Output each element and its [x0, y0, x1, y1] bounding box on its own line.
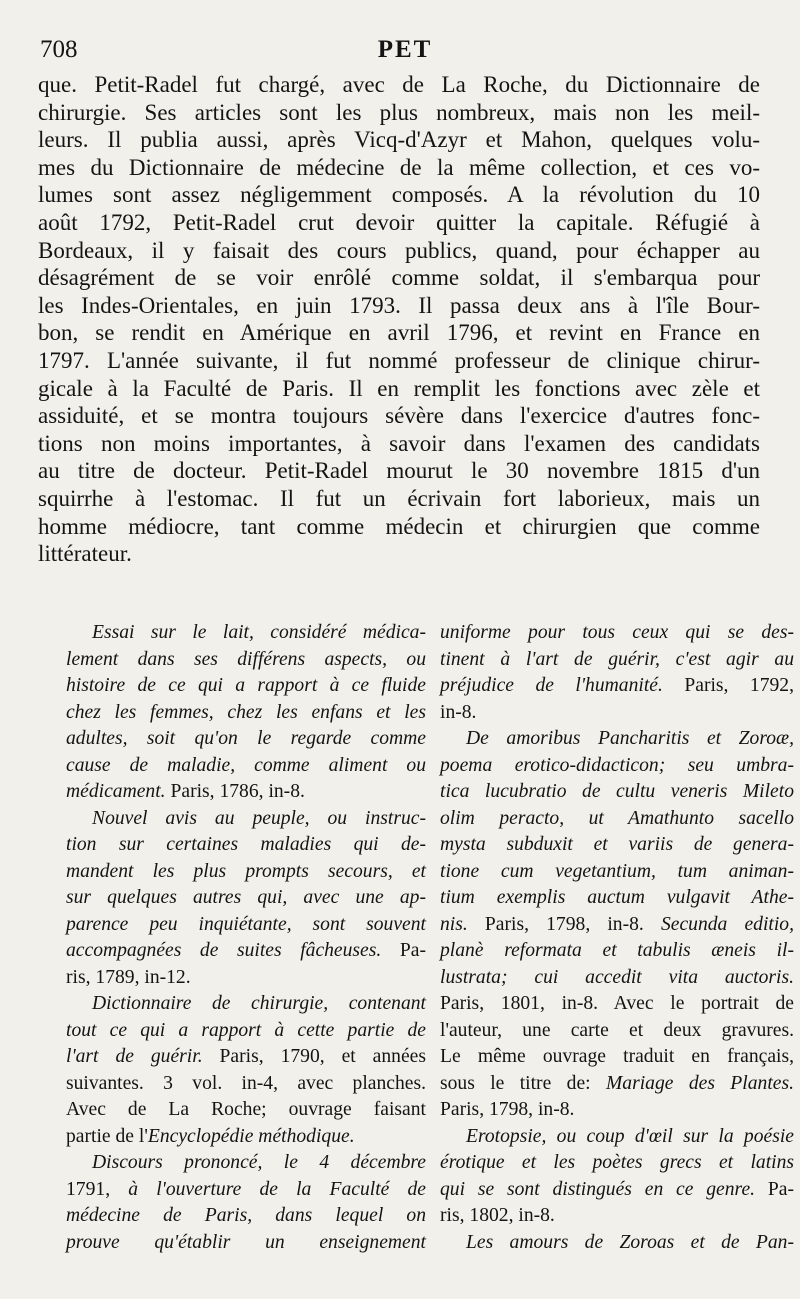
bibliography-line: [440, 620, 794, 647]
italic-title-text: médicament.: [66, 781, 166, 802]
citation-text: suivantes. 3 vol. in-4, avec planches.: [66, 1072, 426, 1094]
bibliography-line: [440, 779, 794, 806]
citation-text: Pa-: [381, 940, 426, 961]
italic-title-text: Discours prononcé, le 4 décembre: [92, 1152, 426, 1173]
bibliography-line: [440, 912, 794, 939]
bibliography-line: [66, 1150, 426, 1177]
bibliography-line: [440, 1124, 794, 1151]
bibliography-line: [440, 753, 794, 780]
italic-title-text: qui se sont distingués en ce genre.: [440, 1178, 756, 1200]
biography-line: les Indes-Orientales, en juin 1793. Il passa deux ans à l'île Bour-: [38, 292, 760, 318]
citation-text: Paris, 1792,: [662, 675, 794, 696]
bibliography-line: [66, 912, 426, 939]
italic-title-text: Les amours de Zoroas et de Pan-: [466, 1231, 794, 1253]
bibliography-line: [66, 700, 426, 727]
bibliography-columns: [38, 620, 795, 1270]
citation-text: Le même ouvrage traduit en français,: [440, 1046, 794, 1067]
biography-line: leurs. Il publia aussi, après Vicq-d'Azyr et Mahon, quelques volu-: [38, 127, 760, 153]
bibliography-line: [66, 832, 426, 859]
biography-line: mes du Dictionnaire de médecine de la même collection, et ces vo-: [38, 154, 760, 180]
bibliography-line: [440, 1018, 794, 1045]
citation-text: partie de l': [66, 1125, 148, 1147]
bibliography-left-column: [66, 620, 426, 1256]
citation-text: Paris, 1798, in-8.: [467, 913, 661, 935]
biography-line: chirurgie. Ses articles sont les plus nombreux, mais non les meil-: [38, 99, 760, 125]
bibliography-line: [440, 885, 794, 912]
italic-title-text: chez les femmes, chez les enfans et les: [66, 701, 426, 723]
italic-title-text: tione cum vegetantium, tum animan-: [440, 860, 794, 882]
page-number: 708: [40, 36, 78, 63]
bibliography-line: [440, 938, 794, 965]
italic-title-text: sur quelques autres qui, avec une ap-: [66, 887, 426, 908]
italic-title-text: Dictionnaire de chirurgie, contenant: [92, 993, 426, 1014]
italic-title-text: olim peracto, ut Amathunto sacello: [440, 807, 794, 829]
italic-title-text: parence peu inquiétante, sont souvent: [66, 913, 426, 935]
bibliography-line: [66, 673, 426, 700]
citation-text: l'auteur, une carte et deux gravures.: [440, 1019, 794, 1041]
running-head: PET: [377, 36, 433, 63]
biography-line: assiduité, et se montra toujours sévère dans l'exercice d'autres fonc-: [38, 403, 760, 429]
italic-title-text: médecine de Paris, dans lequel on: [66, 1205, 426, 1226]
italic-title-text: lement dans ses différens aspects, ou: [66, 648, 426, 670]
biography-line: que. Petit-Radel fut chargé, avec de La Roche, du Dictionnaire de: [38, 72, 760, 97]
italic-title-text: poema erotico-didacticon; seu umbra-: [440, 754, 794, 776]
bibliography-line: [440, 1177, 794, 1204]
italic-title-text: tinent à l'art de guérir, c'est agir au: [440, 648, 794, 670]
bibliography-line: [440, 832, 794, 859]
italic-title-text: prouve qu'établir un enseignement: [66, 1231, 426, 1253]
citation-text: Paris, 1801, in-8. Avec le portrait de: [440, 993, 794, 1014]
citation-text: ris, 1789, in-12.: [66, 966, 191, 988]
biography-line: gicale à la Faculté de Paris. Il en remplit les fonctions avec zèle et: [38, 375, 760, 401]
italic-title-text: uniforme pour tous ceux qui se des-: [440, 622, 794, 643]
italic-title-text: tium exemplis auctum vulgavit Athe-: [440, 887, 794, 908]
italic-title-text: accompagnées de suites fâcheuses.: [66, 940, 382, 961]
italic-title-text: tout ce qui a rapport à cette partie de: [66, 1019, 426, 1041]
biography-paragraph: [38, 71, 760, 568]
biography-line: littérateur.: [38, 541, 132, 567]
italic-title-text: préjudice de l'humanité.: [440, 675, 663, 696]
biography-line: Bordeaux, il y faisait des cours publics, quand, pour échapper au: [38, 237, 760, 263]
page-header: [40, 36, 770, 70]
bibliography-line: [66, 1203, 426, 1230]
italic-title-text: Secunda editio,: [660, 913, 795, 935]
citation-text: Paris, 1786, in-8.: [165, 781, 305, 802]
bibliography-line: [66, 779, 426, 806]
bibliography-line: [440, 1230, 794, 1257]
bibliography-line: [440, 1044, 794, 1071]
biography-line: au titre de docteur. Petit-Radel mourut le 30 novembre 1815 d'un: [38, 458, 760, 484]
biography-line: désagrément de se voir enrôlé comme soldat, il s'embarqua pour: [38, 265, 760, 291]
italic-title-text: Mariage des Plantes.: [605, 1072, 794, 1094]
italic-title-text: adultes, soit qu'on le regarde comme: [66, 728, 426, 749]
bibliography-line: [66, 991, 426, 1018]
citation-text: in-8.: [440, 701, 477, 723]
bibliography-line: [440, 991, 794, 1018]
italic-title-text: l'art de guérir.: [66, 1046, 203, 1067]
bibliography-line: [66, 1071, 426, 1098]
bibliography-line: [66, 1230, 426, 1257]
bibliography-line: [440, 647, 794, 674]
bibliography-line: [66, 1044, 426, 1071]
italic-title-text: histoire de ce qui a rapport à ce fluide: [66, 675, 426, 696]
bibliography-line: [66, 859, 426, 886]
bibliography-line: [66, 885, 426, 912]
italic-title-text: tica lucubratio de cultu veneris Mileto: [440, 781, 794, 802]
biography-line: homme médiocre, tant comme médecin et chirurgien que comme: [38, 513, 760, 539]
bibliography-line: [66, 1097, 426, 1124]
citation-text: 1791,: [66, 1178, 129, 1200]
bibliography-right-column: [440, 620, 794, 1256]
italic-title-text: cause de maladie, comme aliment ou: [66, 754, 426, 776]
citation-text: sous le titre de:: [440, 1072, 606, 1094]
bibliography-line: [440, 673, 794, 700]
bibliography-line: [66, 726, 426, 753]
biography-line: tions non moins importantes, à savoir dans l'examen des candidats: [38, 430, 760, 456]
biography-line: lumes sont assez négligemment composés. A la révolution du 10: [38, 182, 760, 208]
italic-title-text: à l'ouverture de la Faculté de: [128, 1178, 426, 1200]
biography-line: août 1792, Petit-Radel crut devoir quitter la capitale. Réfugié à: [38, 209, 760, 235]
bibliography-line: [66, 1018, 426, 1045]
citation-text: Paris, 1790, et années: [202, 1046, 426, 1067]
biography-line: squirrhe à l'estomac. Il fut un écrivain fort laborieux, mais un: [38, 485, 760, 511]
bibliography-line: [66, 938, 426, 965]
bibliography-line: [440, 700, 794, 727]
bibliography-line: [440, 1097, 794, 1124]
bibliography-line: [440, 726, 794, 753]
citation-text: ris, 1802, in-8.: [440, 1205, 555, 1226]
bibliography-line: [440, 1203, 794, 1230]
bibliography-line: [440, 1150, 794, 1177]
italic-title-text: Encyclopédie méthodique.: [147, 1125, 355, 1147]
biography-line: bon, se rendit en Amérique en avril 1796, et revint en France en: [38, 320, 760, 346]
citation-text: Paris, 1798, in-8.: [440, 1099, 575, 1120]
bibliography-line: [440, 1071, 794, 1098]
italic-title-text: lustrata; cui accedit vita auctoris.: [440, 966, 794, 988]
italic-title-text: érotique et les poètes grecs et latins: [440, 1152, 794, 1173]
italic-title-text: nis.: [440, 913, 468, 935]
bibliography-line: [440, 859, 794, 886]
italic-title-text: mandent les plus prompts secours, et: [66, 860, 426, 882]
italic-title-text: De amoribus Pancharitis et Zoroæ,: [466, 728, 794, 749]
bibliography-line: [66, 620, 426, 647]
biography-line: 1797. L'année suivante, il fut nommé professeur de clinique chirur-: [38, 347, 760, 373]
italic-title-text: planè reformata et tabulis æneis il-: [440, 940, 794, 961]
bibliography-line: [66, 1177, 426, 1204]
bibliography-line: [66, 753, 426, 780]
italic-title-text: Nouvel avis au peuple, ou instruc-: [92, 807, 426, 829]
bibliography-line: [66, 647, 426, 674]
italic-title-text: mysta subduxit et variis de genera-: [440, 834, 794, 855]
citation-text: Avec de La Roche; ouvrage faisant: [66, 1099, 426, 1120]
bibliography-line: [440, 965, 794, 992]
bibliography-line: [66, 806, 426, 833]
italic-title-text: tion sur certaines maladies qui de-: [66, 834, 426, 855]
bibliography-line: [440, 806, 794, 833]
citation-text: Pa-: [755, 1178, 794, 1200]
bibliography-line: [66, 1124, 426, 1151]
italic-title-text: Erotopsie, ou coup d'œil sur la poésie: [466, 1125, 794, 1147]
bibliography-line: [66, 965, 426, 992]
italic-title-text: Essai sur le lait, considéré médica-: [92, 622, 426, 643]
